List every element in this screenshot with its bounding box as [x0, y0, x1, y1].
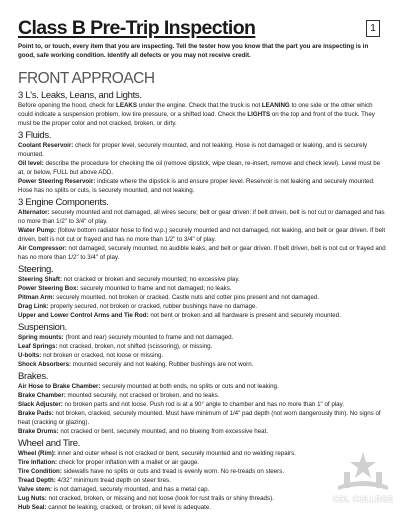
item-oil-level: Oil level: describe the procedure for checking the oil (remove dipstick, wipe clean, re-insert, remove and check level). Level must be at, or below, FULL but above ADD. [18, 160, 381, 176]
item-air-hose-brake-chamber: Air Hose to Brake Chamber: securely mounted at both ends, no splits or cuts and not leaking. [18, 383, 279, 390]
item-tire-inflation: Tire Inflation: check for proper inflation with a mallet or air gauge. [18, 459, 200, 466]
logo-text: CDL COLLEGE [332, 495, 394, 504]
item-air-compressor: Air Compressor: not damaged, securely mounted, no audible leaks, and belt or gear driven. If belt driven, belt is not cut or frayed and has no more than 1/2" to 3/4" of play. [18, 245, 386, 261]
subheading-leaks-leans-lights: 3 L's. Leaks, Leans, and Lights. [18, 90, 142, 101]
item-tread-depth: Tread Depth: 4/32" minimum tread depth on steer tires. [18, 477, 171, 484]
intro-instructions: Point to, or touch, every item that you are inspecting. Tell the tester how you know that the part you are inspecting is in good, safe working condition. Identify all defects or you may not receive credit. [18, 43, 369, 59]
subheading-wheel-tire: Wheel and Tire. [18, 438, 81, 449]
page-number-box: 1 [366, 20, 380, 37]
item-brake-drums: Brake Drums: not cracked or bent, securely mounted, and no blueing from excessive heat. [18, 428, 269, 435]
item-water-pump: Water Pump: (follow bottom radiator hose to find w.p.) securely mounted and not damaged, not leaking, and belt or gear driven. If belt driven, belt is not cut or frayed and has no more than 1/2" to 3/4" of play. [18, 227, 386, 243]
subheading-suspension: Suspension. [18, 322, 67, 333]
item-power-steering-box: Power Steering Box: securely mounted to frame and not damaged; no leaks. [18, 285, 232, 292]
paragraph-leaks-leans-lights: Before opening the hood, check for LEAKS under the engine. Check that the truck is not LEANING to one side or the other which could indicate a suspension problem, low tire pressure, or a shifted load. Check the LIGHTS on the top and front of the truck. They must be the proper color and not cracked, broken, or dirty. [18, 102, 375, 127]
subheading-fluids: 3 Fluids. [18, 130, 52, 141]
subheading-steering: Steering. [18, 264, 54, 275]
item-coolant-reservoir: Coolant Reservoir: check for proper level, securely mounted, and not leaking. Hose is not damaged or leaking, and is securely mounted. [18, 142, 368, 158]
item-hub-seal: Hub Seal: cannot be leaking, cracked, or broken; oil level is adequate. [18, 504, 211, 511]
subheading-brakes: Brakes. [18, 371, 49, 382]
page-title: Class B Pre-Trip Inspection [18, 17, 256, 39]
item-slack-adjuster: Slack Adjuster: no broken parts and not loose. Push rod is at a 90° angle to chamber and has no more than 1" of play. [18, 401, 344, 408]
item-tire-condition: Tire Condition: sidewalls have no splits or cuts and tread is evenly worn. No re-treads on steers. [18, 468, 285, 475]
item-shock-absorbers: Shock Absorbers: mounted securely and not leaking. Rubber bushings are not worn. [18, 361, 254, 368]
item-lug-nuts: Lug Nuts: not cracked, broken, or missing and not loose (look for rust trails or shiny threads). [18, 495, 274, 502]
subheading-engine-components: 3 Engine Components. [18, 197, 109, 208]
item-spring-mounts: Spring mounts: (front and rear) securely mounted to frame and not damaged. [18, 334, 234, 341]
item-wheel-rim: Wheel (Rim): inner and outer wheel is not cracked or bent, securely mounted and no welding repairs. [18, 450, 296, 457]
item-valve-stem: Valve stem: is not damaged, securely mounted, and has a metal cap. [18, 486, 210, 493]
item-control-arms-tie-rod: Upper and Lower Control Arms and Tie Rod: not bent or broken and all hardware is present and securely mounted. [18, 312, 341, 319]
item-brake-pads: Brake Pads: not broken, cracked, securely mounted. Must have minimum of 1/4" pad depth (not worn dangerously thin). No signs of heat (cracking or glazing). [18, 410, 381, 426]
item-steering-shaft: Steering Shaft: not cracked or broken and securely mounted; no excessive play. [18, 276, 240, 283]
item-power-steering-reservoir: Power Steering Reservoir: indicate where the dipstick is and ensure proper level. Reservoir is not leaking and securely mounted. Hose has no splits or cuts, is securely mounted, and not leaking. [18, 178, 375, 194]
item-drag-link: Drag Link: properly secured, not broken or cracked, rubber bushings have no damage. [18, 303, 258, 310]
item-u-bolts: U-bolts: not broken or cracked, not loose or missing. [18, 352, 164, 359]
item-alternator: Alternator: securely mounted and not damaged, all wires secure; belt or gear driven: if belt driven, belt is not cut or damaged and has no more than 1/2" to 3/4" of play. [18, 209, 385, 225]
section-heading-front-approach: FRONT APPROACH [18, 70, 155, 87]
item-pitman-arm: Pitman Arm: securely mounted, not broken or cracked. Castle nuts and cotter pins present and not damaged. [18, 294, 320, 301]
item-leaf-springs: Leaf Springs: not cracked, broken, not shifted (scissoring), or missing. [18, 343, 213, 350]
item-brake-chamber: Brake Chamber: mounted securely, not cracked or broken, and no leaks. [18, 392, 220, 399]
